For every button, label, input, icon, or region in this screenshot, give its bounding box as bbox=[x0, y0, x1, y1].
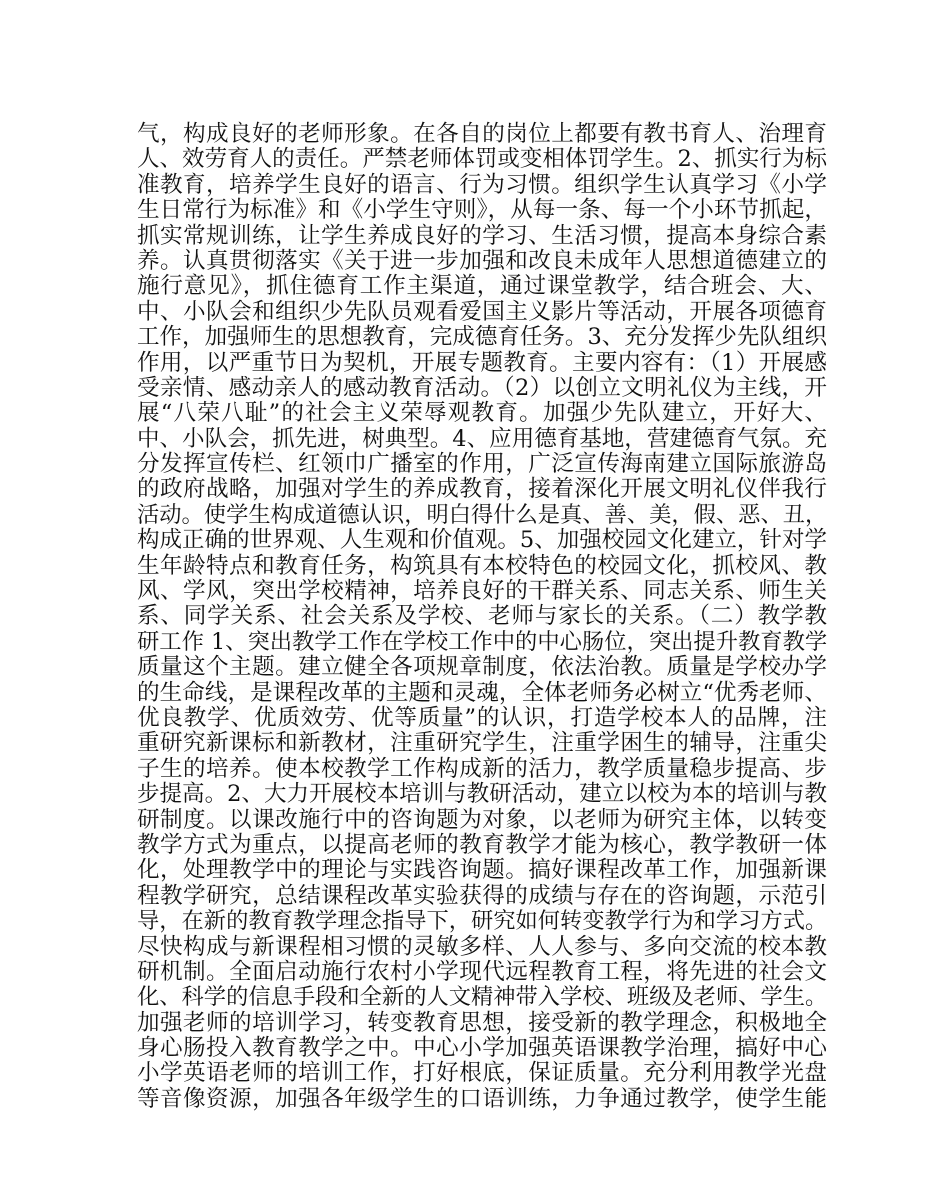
text-line: 尽快构成与新课程相习惯的灵敏多样、人人参与、多向交流的校本教 bbox=[137, 933, 827, 960]
text-line: 生年龄特点和教育任务，构筑具有本校特色的校园文化，抓校风、教 bbox=[137, 552, 827, 579]
text-line: 准教育，培养学生良好的语言、行为习惯。组织学生认真学习《小学 bbox=[137, 171, 827, 198]
text-line: 工作，加强师生的思想教育，完成德育任务。3、充分发挥少先队组织 bbox=[137, 324, 827, 351]
text-line: 等音像资源，加强各年级学生的口语训练，力争通过教学，使学生能 bbox=[137, 1085, 827, 1112]
text-line: 施行意见》，抓住德育工作主渠道，通过课堂教学，结合班会、大、 bbox=[137, 273, 827, 300]
text-line: 小学英语老师的培训工作，打好根底，保证质量。充分利用教学光盘 bbox=[137, 1060, 827, 1087]
text-line: 研制度。以课改施行中的咨询题为对象，以老师为研究主体，以转变 bbox=[137, 806, 827, 833]
text-line: 中、小队会和组织少先队员观看爱国主义影片等活动，开展各项德育 bbox=[137, 298, 827, 325]
text-line: 受亲情、感动亲人的感动教育活动。（2）以创立文明礼仪为主线，开 bbox=[137, 374, 827, 401]
text-line: 加强老师的培训学习，转变教育思想，接受新的教学理念，积极地全 bbox=[137, 1009, 827, 1036]
body-text bbox=[137, 122, 827, 1112]
text-line: 化、科学的信息手段和全新的人文精神带入学校、班级及老师、学生。 bbox=[137, 984, 828, 1011]
text-line: 抓实常规训练，让学生养成良好的学习、生活习惯，提高本身综合素 bbox=[137, 222, 827, 249]
text-line: 质量这个主题。建立健全各项规章制度，依法治教。质量是学校办学 bbox=[137, 654, 827, 681]
text-line: 作用，以严重节日为契机，开展专题教育。主要内容有：（1）开展感 bbox=[137, 349, 827, 376]
text-line: 中、小队会，抓先进，树典型。4、应用德育基地，营建德育气氛。充 bbox=[137, 425, 827, 452]
text-line: 研机制。全面启动施行农村小学现代远程教育工程，将先进的社会文 bbox=[137, 958, 827, 985]
text-line: 气，构成良好的老师形象。在各自的岗位上都要有教书育人、治理育 bbox=[137, 121, 827, 147]
text-line: 化，处理教学中的理论与实践咨询题。搞好课程改革工作，加强新课 bbox=[137, 857, 827, 884]
text-line: 重研究新课标和新教材，注重研究学生，注重学困生的辅导，注重尖 bbox=[137, 730, 827, 757]
text-line: 养。认真贯彻落实《关于进一步加强和改良未成年人思想道德建立的 bbox=[137, 247, 827, 274]
text-line: 导，在新的教育教学理念指导下，研究如何转变教学行为和学习方式。 bbox=[137, 908, 828, 935]
text-line: 风、学风，突出学校精神，培养良好的干群关系、同志关系、师生关 bbox=[137, 578, 827, 605]
text-line: 研工作 1、突出教学工作在学校工作中的中心肠位，突出提升教育教学 bbox=[137, 628, 828, 655]
text-line: 生日常行为标准》和《小学生守则》，从每一条、每一个小环节抓起， bbox=[137, 197, 827, 224]
text-line: 分发挥宣传栏、红领巾广播室的作用，广泛宣传海南建立国际旅游岛 bbox=[137, 451, 827, 478]
text-line: 教学方式为重点，以提高老师的教育教学才能为核心，教学教研一体 bbox=[137, 831, 827, 858]
text-line: 子生的培养。使本校教学工作构成新的活力，教学质量稳步提高、步 bbox=[137, 755, 827, 782]
text-line: 展“八荣八耻”的社会主义荣辱观教育。加强少先队建立，开好大、 bbox=[137, 400, 827, 427]
text-line: 人、效劳育人的责任。严禁老师体罚或变相体罚学生。2、抓实行为标 bbox=[137, 146, 827, 173]
text-line: 步提高。2、大力开展校本培训与教研活动，建立以校为本的培训与教 bbox=[137, 781, 827, 808]
text-line: 的生命线，是课程改革的主题和灵魂，全体老师务必树立“优秀老师、 bbox=[137, 679, 827, 706]
text-line: 活动。使学生构成道德认识，明白得什么是真、善、美，假、恶、丑， bbox=[137, 501, 828, 528]
text-line: 优良教学、优质效劳、优等质量”的认识，打造学校本人的品牌，注 bbox=[137, 704, 827, 731]
text-line: 的政府战略，加强对学生的养成教育，接着深化开展文明礼仪伴我行 bbox=[137, 476, 827, 503]
text-line: 身心肠投入教育教学之中。中心小学加强英语课教学治理，搞好中心 bbox=[137, 1035, 827, 1062]
text-line: 构成正确的世界观、人生观和价值观。5、加强校园文化建立，针对学 bbox=[137, 527, 827, 554]
text-line: 系、同学关系、社会关系及学校、老师与家长的关系。（二）教学教 bbox=[137, 603, 827, 630]
text-line: 程教学研究，总结课程改革实验获得的成绩与存在的咨询题，示范引 bbox=[137, 882, 827, 909]
